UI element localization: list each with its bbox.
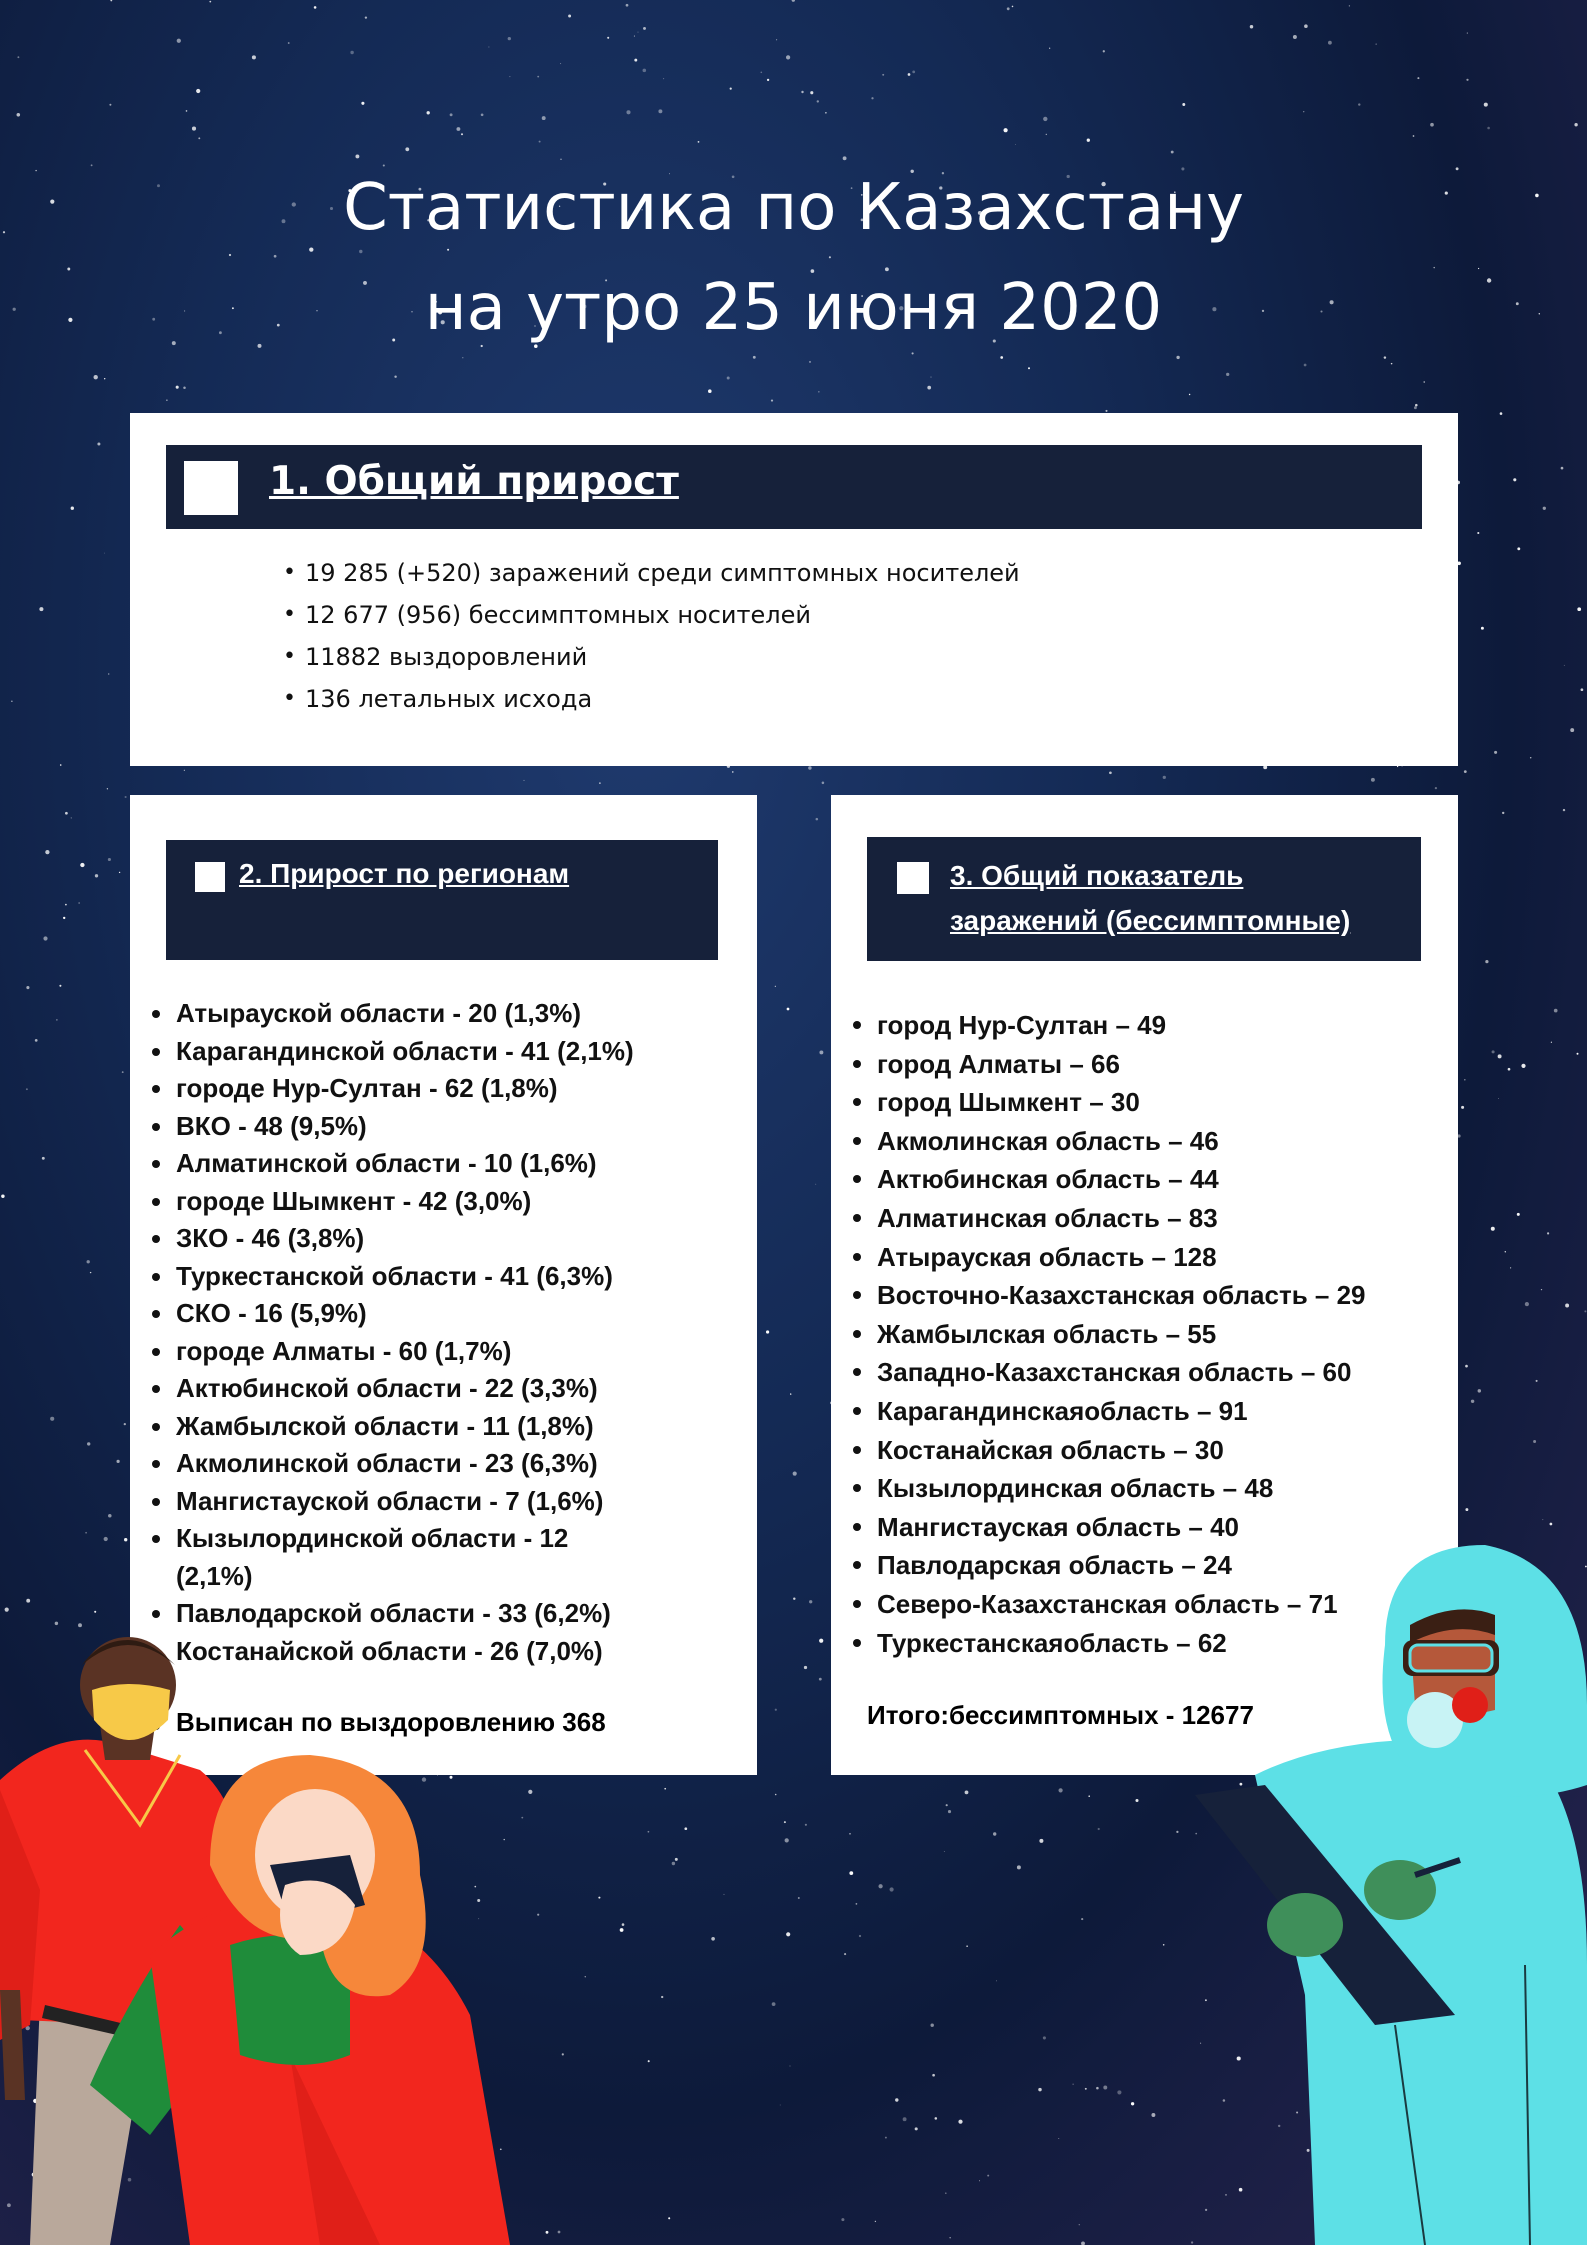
list-item: Атырауская область – 128 xyxy=(831,1238,1451,1277)
list-item: • 12 677 (956) бессимптомных носителей xyxy=(275,594,1020,636)
general-growth-card xyxy=(130,413,1458,766)
asymptomatic-total: Итого:бессимптомных - 12677 xyxy=(867,1700,1254,1730)
list-item: Мангистауской области - 7 (1,6%) xyxy=(130,1483,750,1521)
section-heading: 2. Прирост по регионам xyxy=(239,858,570,889)
list-item: Павлодарская область – 24 xyxy=(831,1546,1451,1585)
list-item: СКО - 16 (5,9%) xyxy=(130,1295,750,1333)
list-item: Алматинская область – 83 xyxy=(831,1199,1451,1238)
section-heading: 3. Общий показатель заражений (бессимптомные) xyxy=(950,860,1351,936)
list-item: • 11882 выздоровлений xyxy=(275,636,1020,678)
list-item: город Шымкент – 30 xyxy=(831,1083,1451,1122)
page-title-line2: на утро 25 июня 2020 xyxy=(424,271,1163,345)
list-item: • 136 летальных исхода xyxy=(275,678,1020,720)
list-item: город Нур-Султан – 49 xyxy=(831,1006,1451,1045)
page-title-line1: Статистика по Казахстану xyxy=(343,171,1244,245)
list-item: Карагандинскаяобласть – 91 xyxy=(831,1392,1451,1431)
square-icon xyxy=(897,862,929,894)
regional-growth-list xyxy=(130,995,750,1670)
list-item: Кызылординской области - 12 (2,1%) xyxy=(130,1520,596,1595)
list-item: Актюбинской области - 22 (3,3%) xyxy=(130,1370,750,1408)
list-item: Жамбылская область – 55 xyxy=(831,1315,1451,1354)
woman-sneezing-illustration xyxy=(90,1755,560,2245)
list-item: Атырауской области - 20 (1,3%) xyxy=(130,995,750,1033)
list-item: Западно-Казахстанская область – 60 xyxy=(831,1353,1451,1392)
section-header-bar xyxy=(867,837,1421,961)
list-item: • 19 285 (+520) заражений среди симптомных носителей xyxy=(275,552,1020,594)
page-title xyxy=(0,158,1587,358)
list-item: Туркестанскаяобласть – 62 xyxy=(831,1624,1451,1663)
list-item: Костанайской области - 26 (7,0%) xyxy=(130,1633,750,1671)
regional-growth-card xyxy=(130,795,757,1775)
list-item: Восточно-Казахстанская область – 29 xyxy=(831,1276,1451,1315)
list-item: Жамбылской области - 11 (1,8%) xyxy=(130,1408,750,1446)
list-item: Павлодарской области - 33 (6,2%) xyxy=(130,1595,750,1633)
list-item: город Алматы – 66 xyxy=(831,1045,1451,1084)
section-heading: 1. Общий прирост xyxy=(269,459,679,504)
list-item: Акмолинской области - 23 (6,3%) xyxy=(130,1445,750,1483)
list-item: городе Нур-Султан - 62 (1,8%) xyxy=(130,1070,750,1108)
square-icon xyxy=(195,862,225,892)
list-item: Карагандинской области - 41 (2,1%) xyxy=(130,1033,750,1071)
list-item: Актюбинская область – 44 xyxy=(831,1160,1451,1199)
list-item: Кызылординская область – 48 xyxy=(831,1469,1451,1508)
general-growth-list xyxy=(275,552,1020,720)
list-item: Туркестанской области - 41 (6,3%) xyxy=(130,1258,750,1296)
section-header-bar xyxy=(166,445,1422,529)
list-item: Акмолинская область – 46 xyxy=(831,1122,1451,1161)
recovered-count: Выписан по выздоровлению 368 xyxy=(130,1707,606,1738)
list-item: городе Алматы - 60 (1,7%) xyxy=(130,1333,750,1371)
square-icon xyxy=(184,461,238,515)
section-header-bar xyxy=(166,840,718,960)
list-item: Алматинской области - 10 (1,6%) xyxy=(130,1145,750,1183)
list-item: Костанайская область – 30 xyxy=(831,1431,1451,1470)
list-item: городе Шымкент - 42 (3,0%) xyxy=(130,1183,750,1221)
list-item: Северо-Казахстанская область – 71 xyxy=(831,1585,1451,1624)
doctor-in-hazmat-illustration xyxy=(1195,1545,1587,2245)
list-item: Мангистауская область – 40 xyxy=(831,1508,1451,1547)
list-item: ВКО - 48 (9,5%) xyxy=(130,1108,750,1146)
list-item: ЗКО - 46 (3,8%) xyxy=(130,1220,750,1258)
